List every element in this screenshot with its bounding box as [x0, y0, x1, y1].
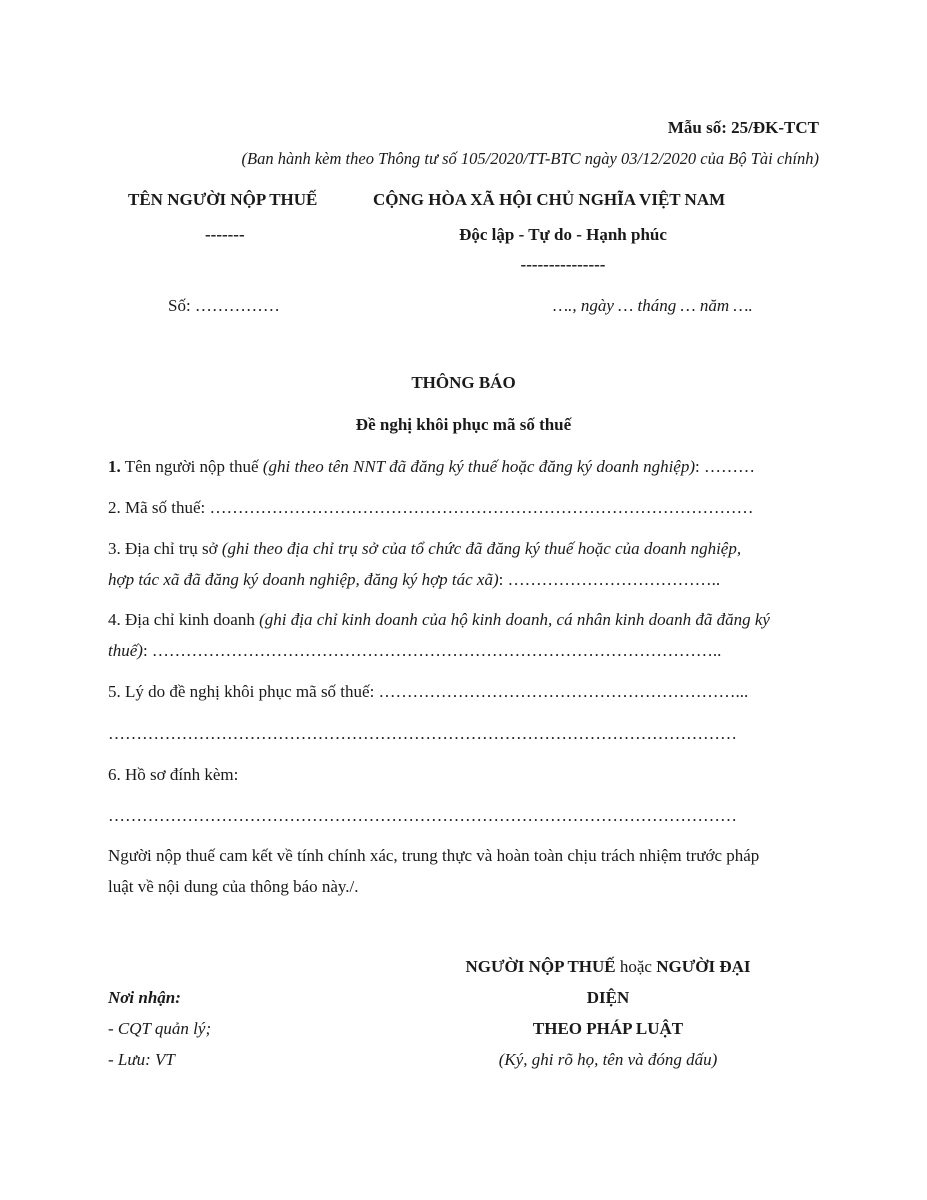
document-title: THÔNG BÁO: [411, 373, 516, 392]
document-subtitle: Đề nghị khôi phục mã số thuế: [355, 415, 572, 434]
signer-title-part: NGƯỜI ĐẠI: [651, 957, 751, 976]
field-restore-reason-cont: …………………………………………………………………………………………………: [108, 724, 737, 743]
nation-heading: CỘNG HÒA XÃ HỘI CHỦ NGHĨA VIỆT NAM: [373, 190, 726, 209]
field-label: 4. Địa chỉ kinh doanh: [108, 610, 260, 629]
motto-divider: ---------------: [520, 255, 606, 274]
field-hint: (ghi theo tên NNT đã đăng ký thuế hoặc đăng ký doanh nghiệp): [262, 457, 695, 476]
field-label: Tên người nộp thuế: [120, 457, 263, 476]
national-motto: Độc lập - Tự do - Hạnh phúc: [459, 225, 667, 244]
field-business-address-cont: [108, 641, 820, 661]
recipient-item: - Lưu: VT: [108, 1050, 175, 1069]
field-hint: (ghi theo địa chỉ trụ sở của tổ chức đã đăng ký thuế hoặc của doanh nghiệp,: [221, 539, 742, 558]
commitment-text-cont: luật về nội dung của thông báo này./.: [108, 877, 359, 896]
field-blank: : ………………………………..: [498, 570, 721, 589]
field-tax-code: 2. Mã số thuế: ……………………………………………………………………………………: [108, 498, 754, 517]
document-number: Số: ……………: [168, 296, 280, 315]
taxpayer-name-heading: TÊN NGƯỜI NỘP THUẾ: [128, 190, 318, 209]
commitment-text: Người nộp thuế cam kết về tính chính xác, trung thực và hoàn toàn chịu trách nhiệm trước pháp: [108, 846, 760, 865]
issuance-note: (Ban hành kèm theo Thông tư số 105/2020/TT-BTC ngày 03/12/2020 của Bộ Tài chính): [241, 149, 819, 168]
field-business-address: [108, 610, 820, 630]
signer-title-part: NGƯỜI NỘP THUẾ: [465, 957, 620, 976]
signer-title-cont: DIỆN: [586, 988, 630, 1007]
form-code: Mẫu số: 25/ĐK-TCT: [667, 118, 819, 137]
signer-title-connector: hoặc: [619, 957, 652, 976]
field-attachments: 6. Hồ sơ đính kèm:: [108, 765, 239, 784]
date-line: …., ngày … tháng … năm ….: [553, 296, 753, 315]
field-taxpayer-name: [108, 457, 820, 477]
signature-instruction: (Ký, ghi rõ họ, tên và đóng dấu): [498, 1050, 718, 1069]
field-blank: : ………: [695, 457, 755, 476]
taxpayer-divider: -------: [205, 225, 245, 244]
recipients-label: Nơi nhận:: [108, 988, 181, 1007]
field-hint: thuế): [108, 641, 143, 660]
field-number: 1.: [108, 457, 121, 476]
field-hint: (ghi địa chỉ kinh doanh của hộ kinh doanh, cá nhân kinh doanh đã đăng ký: [259, 610, 770, 629]
field-hint: hợp tác xã đã đăng ký doanh nghiệp, đăng ký hợp tác xã): [108, 570, 499, 589]
recipient-item: - CQT quản lý;: [108, 1019, 212, 1038]
field-blank: : ………………………………………………………………………………………..: [142, 641, 722, 660]
field-restore-reason: 5. Lý do đề nghị khôi phục mã số thuế: ………………………………………………………...: [108, 682, 749, 701]
field-label: 3. Địa chỉ trụ sở: [108, 539, 222, 558]
signer-title-cont: THEO PHÁP LUẬT: [532, 1019, 684, 1038]
field-head-office-address-cont: [108, 570, 820, 590]
field-attachments-cont: …………………………………………………………………………………………………: [108, 806, 737, 825]
signer-title: [413, 957, 803, 977]
field-head-office-address: [108, 539, 820, 559]
